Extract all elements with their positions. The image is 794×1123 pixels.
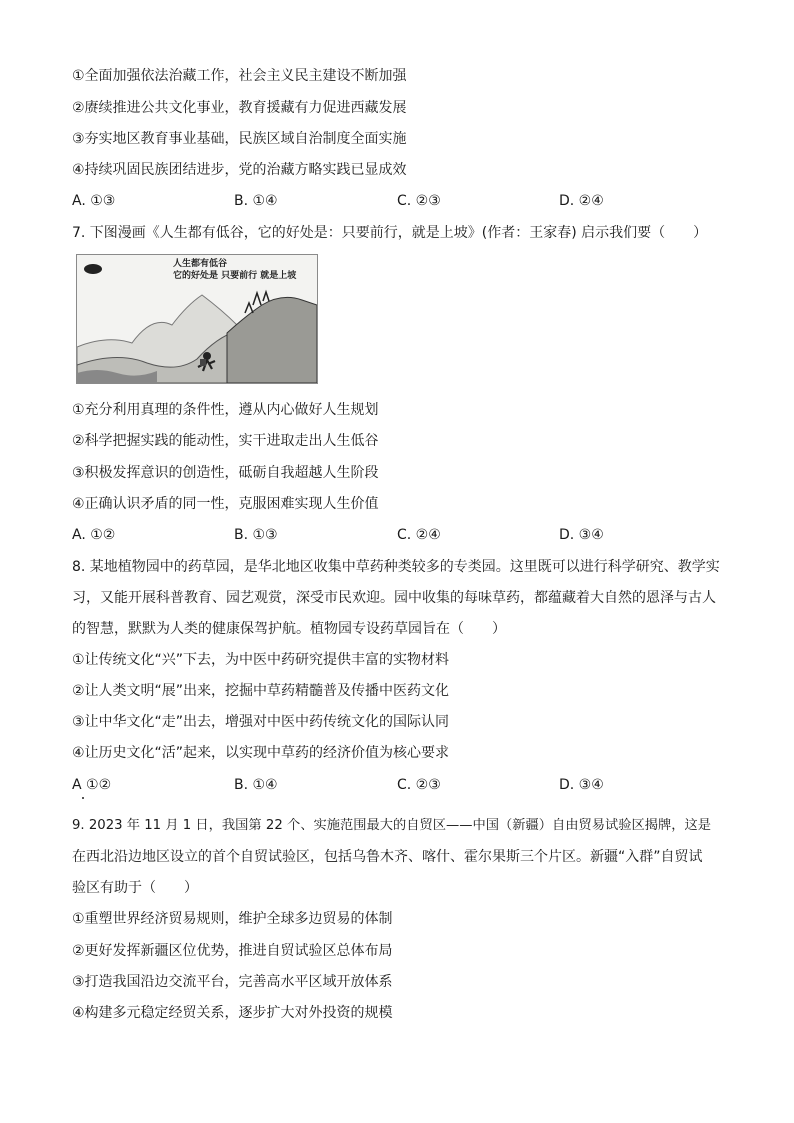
q8-stem-line-3: 的智慧，默默为人类的健康保驾护航。植物园专设药草园旨在（ ）: [72, 621, 506, 637]
right-hill: [227, 297, 317, 383]
q8-answer-b: B. ①④: [234, 777, 278, 793]
q8-option-2: ②让人类文明“展”出来，挖掘中草药精髓普及传播中医药文化: [72, 683, 450, 699]
q8-stem-line-1: 8. 某地植物园中的药草园，是华北地区收集中草药种类较多的专类园。这里既可以进行科学研究、教学实: [72, 559, 720, 575]
q6-option-4: ④持续巩固民族团结进步，党的治藏方略实践已显成效: [72, 162, 407, 178]
q7-comic-image: [76, 254, 318, 384]
q7-option-1: ①充分利用真理的条件性，遵从内心做好人生规划: [72, 402, 379, 418]
q8-option-1: ①让传统文化“兴”下去，为中医中药研究提供丰富的实物材料: [72, 652, 450, 668]
q8-answer-a: A ①②: [72, 777, 112, 793]
q8-option-4: ④让历史文化“活”起来，以实现中草药的经济价值为核心要求: [72, 745, 450, 761]
q9-option-2: ②更好发挥新疆区位优势，推进自贸试验区总体布局: [72, 943, 393, 959]
q9-stem-line-1: 9. 2023 年 11 月 1 日，我国第 22 个、实施范围最大的自贸区——中国（新疆）自由贸易试验区揭牌，这是: [72, 818, 711, 833]
q7-answer-c: C. ②④: [397, 527, 441, 543]
q9-option-3: ③打造我国沿边交流平台，完善高水平区域开放体系: [72, 974, 393, 990]
q6-answer-a: A. ①③: [72, 193, 116, 209]
q8-stem-line-2: 习，又能开展科普教育、园艺观赏，深受市民欢迎。园中收集的每味草药，都蕴藏着大自然的恩泽与古人: [72, 590, 716, 606]
q7-answer-a: A. ①②: [72, 527, 116, 543]
q8-option-3: ③让中华文化“走”出去，增强对中医中药传统文化的国际认同: [72, 714, 450, 730]
q6-option-1: ①全面加强依法治藏工作，社会主义民主建设不断加强: [72, 68, 407, 84]
sun-icon: [84, 264, 102, 274]
q9-stem-line-2: 在西北沿边地区设立的首个自贸试验区，包括乌鲁木齐、喀什、霍尔果斯三个片区。新疆“入群”自贸试: [72, 849, 703, 865]
q7-option-3: ③积极发挥意识的创造性，砥砺自我超越人生阶段: [72, 465, 379, 481]
scan-speck: [82, 797, 84, 799]
q9-stem-line-3: 验区有助于（ ）: [72, 880, 198, 896]
comic-caption-line1: 人生都有低谷: [173, 259, 228, 269]
q7-answer-d: D. ③④: [559, 527, 604, 543]
q9-option-4: ④构建多元稳定经贸关系，逐步扩大对外投资的规模: [72, 1005, 393, 1021]
q7-stem: 7. 下图漫画《人生都有低谷，它的好处是：只要前行，就是上坡》(作者：王家春) 启示我们要（ ）: [72, 225, 708, 241]
q6-answer-c: C. ②③: [397, 193, 441, 209]
q8-answer-d: D. ③④: [559, 777, 604, 793]
q6-answer-d: D. ②④: [559, 193, 604, 209]
q6-answer-b: B. ①④: [234, 193, 278, 209]
q6-option-2: ②赓续推进公共文化事业，教育援藏有力促进西藏发展: [72, 100, 407, 116]
q8-answer-c: C. ②③: [397, 777, 441, 793]
q7-option-2: ②科学把握实践的能动性，实干进取走出人生低谷: [72, 433, 379, 449]
comic-caption-line2: 它的好处是 只要前行 就是上坡: [173, 271, 297, 281]
q7-answer-b: B. ①③: [234, 527, 278, 543]
q6-option-3: ③夯实地区教育事业基础，民族区域自治制度全面实施: [72, 131, 407, 147]
q7-option-4: ④正确认识矛盾的同一性，克服困难实现人生价值: [72, 496, 379, 512]
q9-option-1: ①重塑世界经济贸易规则，维护全球多边贸易的体制: [72, 911, 393, 927]
